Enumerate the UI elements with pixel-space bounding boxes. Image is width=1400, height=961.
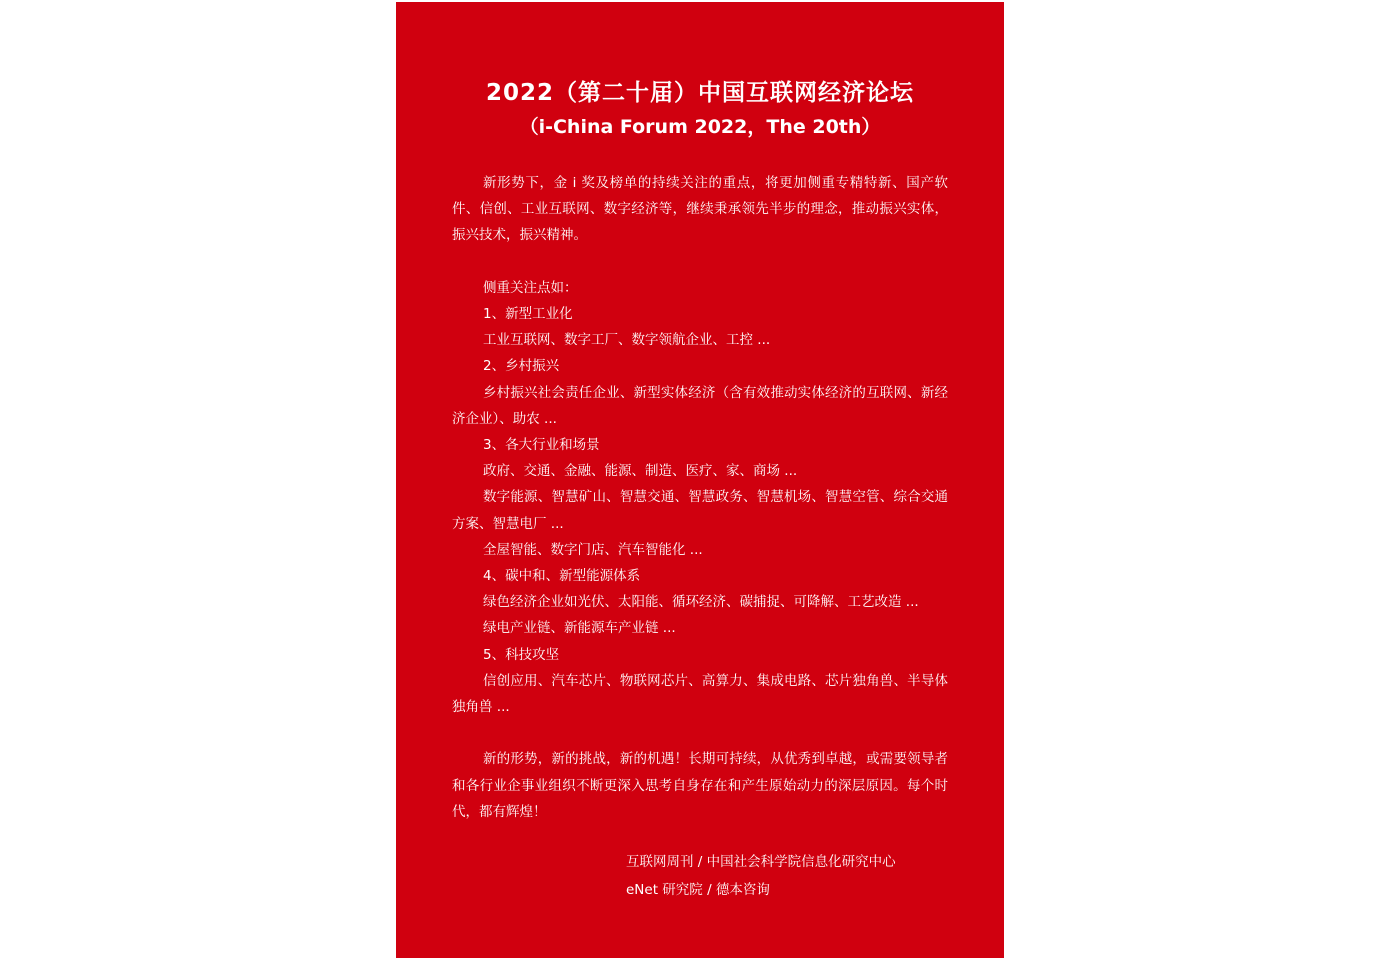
focus-item-detail: 数字能源、智慧矿山、智慧交通、智慧政务、智慧机场、智慧空管、综合交通方案、智慧电厂 ... <box>452 489 948 532</box>
focus-item-heading: 2、乡村振兴 <box>483 358 560 375</box>
spacer <box>452 720 948 746</box>
signature-line: eNet 研究院 / 德本咨询 <box>626 882 770 898</box>
intro-paragraph: 新形势下，金 i 奖及榜单的持续关注的重点，将更加侧重专精特新、国产软件、信创、工业互联网、数字经济等，继续秉承领先半步的理念，推动振兴实体，振兴技术，振兴精神。 <box>452 175 948 244</box>
signature-line: 互联网周刊 / 中国社会科学院信息化研究中心 <box>626 854 896 870</box>
focus-item-detail: 绿电产业链、新能源车产业链 ... <box>483 620 676 637</box>
forum-poster <box>396 2 1004 958</box>
poster-title: 2022（第二十届）中国互联网经济论坛 <box>485 80 914 106</box>
focus-item-heading: 5、科技攻坚 <box>483 646 560 663</box>
poster-subtitle: （i-China Forum 2022，The 20th） <box>519 116 881 138</box>
focus-item-detail: 信创应用、汽车芯片、物联网芯片、高算力、集成电路、芯片独角兽、半导体独角兽 ... <box>452 672 948 716</box>
poster-body <box>452 170 948 825</box>
focus-item-heading: 3、各大行业和场景 <box>483 437 600 454</box>
focus-item-detail: 绿色经济企业如光伏、太阳能、循环经济、碳捕捉、可降解、工艺改造 ... <box>483 594 919 611</box>
focus-heading: 侧重关注点如： <box>483 279 578 296</box>
focus-item-heading: 1、新型工业化 <box>483 306 573 322</box>
focus-item-heading: 4、碳中和、新型能源体系 <box>483 568 641 585</box>
closing-paragraph: 新的形势，新的挑战，新的机遇！长期可持续，从优秀到卓越，或需要领导者和各行业企事业组织不断更深入思考自身存在和产生原始动力的深层原因。每个时代，都有辉煌！ <box>452 751 948 820</box>
spacer <box>452 249 948 275</box>
focus-item-detail: 政府、交通、金融、能源、制造、医疗、家、商场 ... <box>483 463 798 480</box>
focus-item-detail: 工业互联网、数字工厂、数字领航企业、工控 ... <box>483 332 771 349</box>
focus-item-detail: 全屋智能、数字门店、汽车智能化 ... <box>483 541 703 558</box>
focus-item-detail: 乡村振兴社会责任企业、新型实体经济（含有效推动实体经济的互联网、新经济企业）、助农 ... <box>452 384 948 427</box>
